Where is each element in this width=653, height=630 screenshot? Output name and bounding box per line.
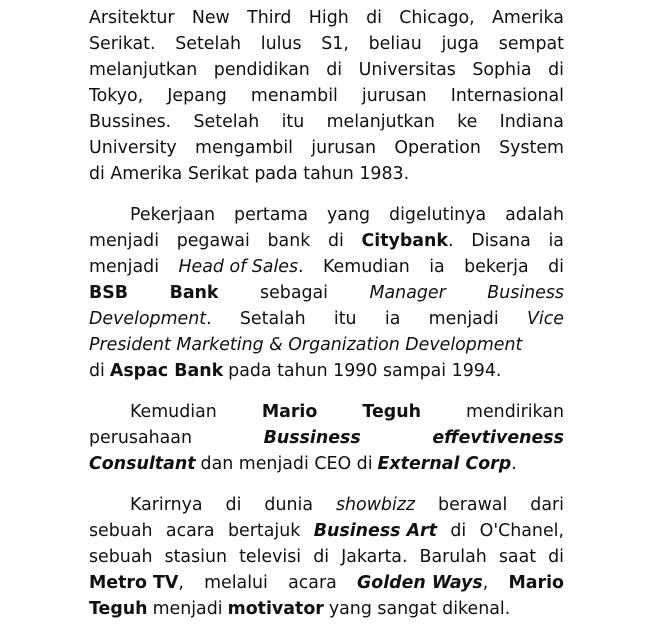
word: Pekerjaan xyxy=(130,205,216,225)
word: stasiun xyxy=(164,547,228,567)
word-golden-ways: Golden Ways, xyxy=(356,573,489,593)
word: televisi xyxy=(239,547,302,567)
word: dari xyxy=(530,495,564,515)
word: sebuah xyxy=(89,547,153,567)
word-showbizz: showbizz xyxy=(335,495,416,515)
word: pada tahun 1990 sampai 1994. xyxy=(228,361,502,381)
word: acara xyxy=(165,521,215,541)
word: mengambil xyxy=(195,138,294,158)
word: Serikat. xyxy=(89,34,156,54)
word: adalah xyxy=(505,205,564,225)
word-aspac-bank: Aspac Bank xyxy=(109,361,224,381)
text-line xyxy=(89,109,564,135)
word: pendidikan xyxy=(213,60,310,80)
word: di xyxy=(326,60,343,80)
word: bank xyxy=(267,231,311,251)
word: Internasional xyxy=(450,86,564,106)
word: pertama xyxy=(234,205,309,225)
word: High xyxy=(308,8,349,28)
word: jurusan xyxy=(311,138,377,158)
word: di Amerika Serikat pada tahun 1983. xyxy=(89,164,410,184)
text-line xyxy=(89,492,564,518)
word: di xyxy=(313,547,330,567)
word-external-corp: External Corp. xyxy=(377,454,517,474)
word: ia xyxy=(429,257,445,277)
word: Barulah xyxy=(419,547,487,567)
word: Sophia xyxy=(472,60,532,80)
word-mario: Mario xyxy=(261,402,318,422)
text-line xyxy=(89,228,564,254)
word: saat xyxy=(498,547,537,567)
word: sebuah xyxy=(89,521,153,541)
word: yang sangat dikenal. xyxy=(328,599,511,619)
text-line xyxy=(89,358,564,384)
word: di xyxy=(548,257,564,277)
word: berawal xyxy=(438,495,508,515)
word: jurusan xyxy=(361,86,427,106)
word-metro-tv: Metro TV, xyxy=(89,573,184,593)
word: bertajuk xyxy=(228,521,301,541)
text-line xyxy=(89,31,564,57)
word: S1, xyxy=(321,34,349,54)
word: menjadi xyxy=(89,231,160,251)
word-development: Development. xyxy=(89,309,212,329)
word: ia xyxy=(384,309,401,329)
text-line xyxy=(89,161,564,187)
word: Kemudian xyxy=(130,402,217,422)
text-line xyxy=(89,280,564,306)
word: menjadi xyxy=(152,599,223,619)
word: Bussines. xyxy=(89,112,172,132)
word: pegawai xyxy=(176,231,250,251)
text-line xyxy=(89,544,564,570)
text-line xyxy=(89,57,564,83)
text-line xyxy=(89,425,564,451)
word: menjadi xyxy=(89,257,160,277)
word: New xyxy=(191,8,230,28)
word-bank: Bank xyxy=(169,283,219,303)
word: dan menjadi CEO di xyxy=(200,454,373,474)
word: di xyxy=(225,495,242,515)
word: bekerja xyxy=(464,257,529,277)
word: itu xyxy=(281,112,305,132)
word: juga xyxy=(441,34,480,54)
word: University xyxy=(89,138,177,158)
word: Setelah xyxy=(175,34,242,54)
word: di xyxy=(548,60,564,80)
word: acara xyxy=(288,573,337,593)
text-line xyxy=(89,135,564,161)
word: Universitas xyxy=(358,60,456,80)
word-business-art: Business Art xyxy=(313,521,437,541)
word: menambil xyxy=(250,86,338,106)
text-line xyxy=(89,306,564,332)
word-consultant: Consultant xyxy=(89,454,196,474)
word: Amerika xyxy=(492,8,564,28)
job-title: President Marketing & Organization Development xyxy=(89,335,523,355)
word: ia xyxy=(548,231,564,251)
word: Tokyo, xyxy=(89,86,144,106)
word: Third xyxy=(247,8,292,28)
word: sempat xyxy=(498,34,564,54)
word: melanjutkan xyxy=(326,112,435,132)
word: lulus xyxy=(260,34,302,54)
word: Operation xyxy=(394,138,481,158)
text-line xyxy=(89,399,564,425)
word: di xyxy=(548,547,564,567)
word-teguh: Teguh xyxy=(89,599,148,619)
word-business: Business xyxy=(487,283,564,303)
word: di xyxy=(89,361,105,381)
word: Kemudian xyxy=(323,257,410,277)
word: Indiana xyxy=(499,112,564,132)
word-teguh: Teguh xyxy=(362,402,421,422)
word: melanjutkan xyxy=(89,60,198,80)
word-bsb: BSB xyxy=(89,283,129,303)
word: Jakarta. xyxy=(341,547,408,567)
word: Disana xyxy=(471,231,531,251)
word: mendirikan xyxy=(466,402,564,422)
text-line xyxy=(89,202,564,228)
word: di xyxy=(366,8,382,28)
word-manager: Manager xyxy=(369,283,446,303)
text-line xyxy=(89,451,564,477)
word-citybank: Citybank. xyxy=(361,231,454,251)
word-motivator: motivator xyxy=(227,599,324,619)
word-head-of-sales: Head of Sales. xyxy=(178,257,304,277)
word: sebagai xyxy=(260,283,328,303)
word-bussiness: Bussiness xyxy=(263,428,361,448)
word: beliau xyxy=(368,34,422,54)
word: di xyxy=(327,231,344,251)
word: ke xyxy=(457,112,478,132)
word: Karirnya xyxy=(130,495,203,515)
text-line xyxy=(89,83,564,109)
word: melalui xyxy=(204,573,268,593)
text-line xyxy=(89,518,564,544)
text-line xyxy=(89,332,564,358)
word: dunia xyxy=(264,495,313,515)
word: menjadi xyxy=(428,309,499,329)
word-effevtiveness: effevtiveness xyxy=(432,428,564,448)
word: digelutinya xyxy=(389,205,487,225)
word: Arsitektur xyxy=(89,8,175,28)
word: Chicago, xyxy=(399,8,475,28)
word-vice: Vice xyxy=(526,309,564,329)
text-line xyxy=(89,5,564,31)
word: di xyxy=(450,521,467,541)
word: Jepang xyxy=(167,86,227,106)
text-line xyxy=(89,254,564,280)
word: Setelah xyxy=(193,112,260,132)
text-line xyxy=(89,596,564,622)
word: perusahaan xyxy=(89,428,192,448)
word: O'Chanel, xyxy=(479,521,564,541)
word-mario: Mario xyxy=(508,573,564,593)
word: itu xyxy=(333,309,357,329)
word: System xyxy=(499,138,564,158)
text-line xyxy=(89,570,564,596)
word: yang xyxy=(327,205,371,225)
word: Setalah xyxy=(239,309,306,329)
